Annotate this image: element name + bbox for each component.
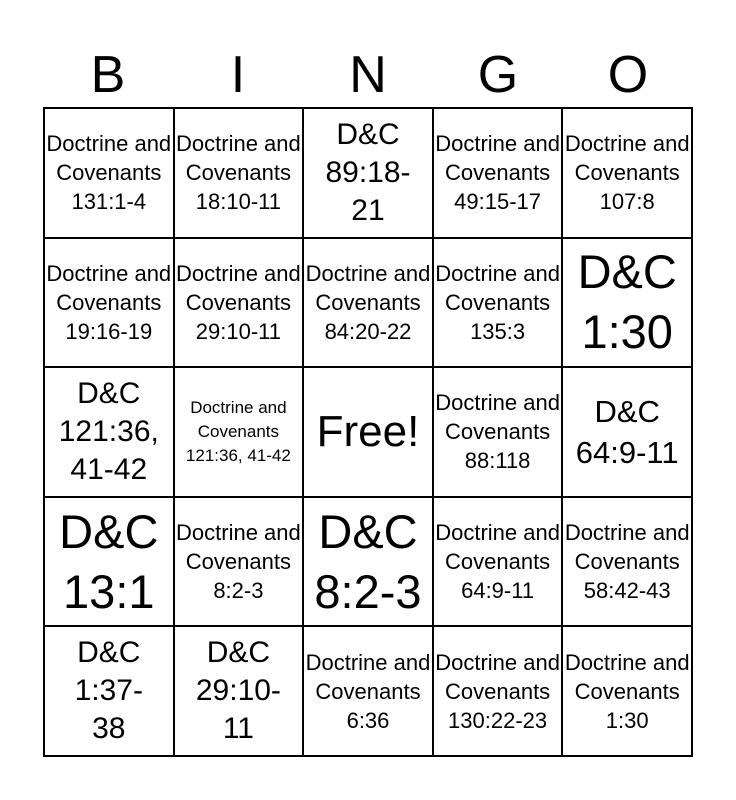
cell-text: D&C 1:30 — [577, 245, 677, 359]
bingo-cell-r5-c1[interactable] — [44, 626, 174, 756]
bingo-header — [43, 44, 693, 106]
bingo-cell-r4-c1[interactable] — [44, 497, 174, 627]
cell-text: D&C 8:2-3 — [314, 504, 422, 618]
cell-text: Doctrine and Covenants 8:2-3 — [176, 520, 301, 604]
bingo-cell-r3-c4[interactable] — [433, 367, 563, 497]
cell-text: Doctrine and Covenants 18:10-11 — [176, 131, 301, 215]
cell-text: D&C 89:18-21 — [325, 117, 411, 227]
bingo-cell-r3-c1[interactable] — [44, 367, 174, 497]
bingo-cell-r2-c4[interactable] — [433, 238, 563, 368]
header-letter-b: B — [90, 46, 126, 104]
cell-text: Doctrine and Covenants 88:118 — [435, 390, 560, 474]
cell-text: Doctrine and Covenants 121:36, 41-42 — [185, 397, 291, 465]
cell-text: Doctrine and Covenants 49:15-17 — [435, 131, 560, 215]
header-letter-i: I — [230, 46, 246, 104]
cell-text: D&C 64:9-11 — [575, 393, 679, 470]
bingo-cell-r2-c3[interactable] — [303, 238, 433, 368]
cell-text: Doctrine and Covenants 130:22-23 — [435, 649, 560, 733]
cell-text: Doctrine and Covenants 29:10-11 — [176, 260, 301, 344]
header-letter-n: N — [349, 46, 387, 104]
bingo-cell-r3-c2[interactable] — [174, 367, 304, 497]
cell-text: Doctrine and Covenants 19:16-19 — [46, 260, 172, 344]
cell-text: Doctrine and Covenants 135:3 — [435, 260, 560, 344]
bingo-cell-r2-c5[interactable] — [562, 238, 692, 368]
bingo-cell-r4-c5[interactable] — [562, 497, 692, 627]
cell-text: Doctrine and Covenants 1:30 — [564, 649, 690, 733]
bingo-cell-r2-c1[interactable] — [44, 238, 174, 368]
header-letter-o: O — [607, 46, 649, 104]
cell-text: Doctrine and Covenants 131:1-4 — [46, 131, 172, 215]
cell-text: D&C 1:37-38 — [74, 636, 143, 746]
cell-text: Doctrine and Covenants 107:8 — [564, 131, 690, 215]
bingo-cell-r1-c2[interactable] — [174, 108, 304, 238]
cell-text: Doctrine and Covenants 64:9-11 — [435, 520, 560, 604]
cell-text: D&C 121:36, 41-42 — [58, 376, 159, 486]
bingo-cell-r1-c5[interactable] — [562, 108, 692, 238]
bingo-cell-r4-c4[interactable] — [433, 497, 563, 627]
bingo-cell-r3-c5[interactable] — [562, 367, 692, 497]
bingo-cell-r2-c2[interactable] — [174, 238, 304, 368]
free-space-text: Free! — [316, 406, 420, 456]
bingo-cell-r1-c3[interactable] — [303, 108, 433, 238]
bingo-cell-free[interactable] — [303, 367, 433, 497]
bingo-cell-r5-c3[interactable] — [303, 626, 433, 756]
bingo-cell-r4-c2[interactable] — [174, 497, 304, 627]
cell-text: Doctrine and Covenants 84:20-22 — [305, 260, 431, 344]
header-letter-g: G — [477, 46, 519, 104]
bingo-cell-r1-c1[interactable] — [44, 108, 174, 238]
bingo-cell-r5-c5[interactable] — [562, 626, 692, 756]
bingo-cell-r1-c4[interactable] — [433, 108, 563, 238]
cell-text: Doctrine and Covenants 58:42-43 — [564, 520, 690, 604]
bingo-cell-r4-c3[interactable] — [303, 497, 433, 627]
cell-text: Doctrine and Covenants 6:36 — [305, 649, 431, 733]
bingo-cell-r5-c2[interactable] — [174, 626, 304, 756]
bingo-cell-r5-c4[interactable] — [433, 626, 563, 756]
bingo-card — [43, 107, 693, 757]
cell-text: D&C 13:1 — [59, 504, 159, 618]
cell-text: D&C 29:10-11 — [195, 636, 281, 746]
